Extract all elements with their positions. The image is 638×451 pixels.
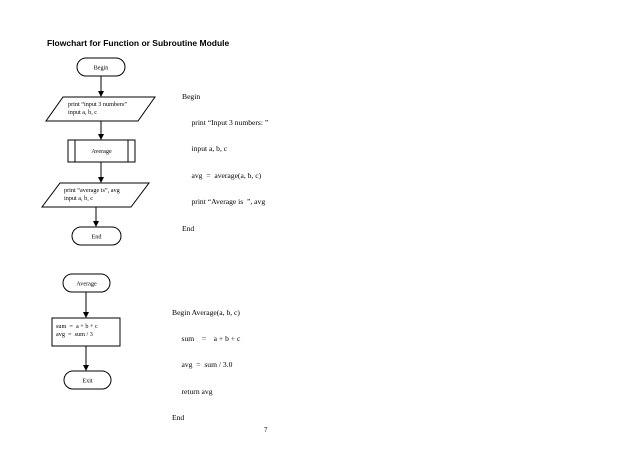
average-start-label: Average	[76, 280, 97, 288]
subroutine-label: Average	[91, 148, 112, 155]
pseudo-avg-line: avg = sum / 3.0	[172, 360, 233, 370]
pseudo-main-line: Begin	[182, 91, 201, 101]
pseudo-main-line: print “Input 3 numbers: ”	[182, 117, 269, 127]
pseudo-main-line: print “Average is ”, avg	[182, 197, 266, 207]
output-line-2: input a, b, c	[64, 195, 94, 202]
end-label: End	[91, 233, 102, 241]
pseudo-avg-line: return avg	[172, 386, 213, 396]
exit-label: Exit	[82, 377, 93, 385]
process-line-1: sum = a + b + c	[56, 323, 98, 330]
average-flow	[52, 274, 120, 389]
process-line-2: avg = sum / 3	[56, 331, 93, 338]
pseudocode-average	[172, 291, 240, 432]
main-flow	[42, 58, 155, 245]
pseudocode-main	[182, 75, 268, 242]
pseudo-main-line: input a, b, c	[182, 144, 228, 154]
pseudo-main-line: avg = average(a, b, c)	[182, 170, 262, 180]
input-line-1: print “input 3 numbers”	[68, 101, 127, 108]
page-number: 7	[264, 426, 268, 434]
page-heading: Flowchart for Function or Subroutine Module	[47, 38, 230, 48]
begin-label: Begin	[93, 64, 109, 72]
pseudo-avg-line: Begin Average(a, b, c)	[172, 307, 240, 317]
pseudo-avg-line: End	[172, 413, 185, 423]
pseudo-avg-line: sum = a + b + c	[172, 333, 241, 343]
output-line-1: print “average is”, avg	[64, 187, 120, 194]
input-line-2: input a, b, c	[68, 109, 98, 116]
pseudo-main-line: End	[182, 223, 195, 233]
